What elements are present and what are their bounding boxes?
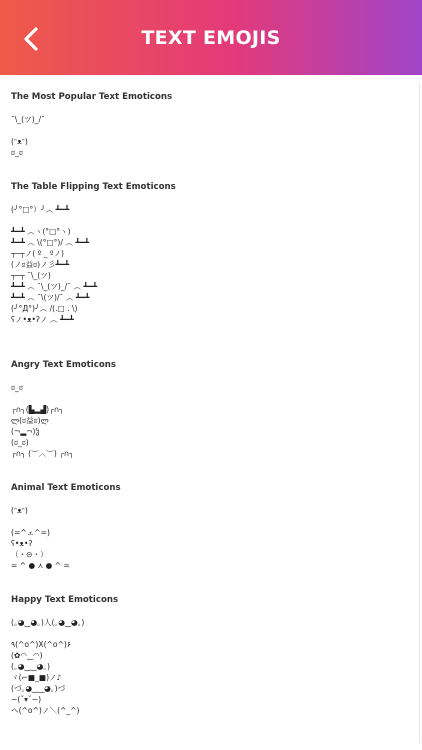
section-table-flipping (11, 181, 411, 325)
emoticon-item[interactable]: (ಠ_ಠ) (11, 438, 29, 447)
emoticon-item[interactable]: (づ｡◕‿‿◕｡)づ (11, 684, 66, 693)
emoticon-item[interactable]: ~(˘▾˘~) (11, 695, 42, 704)
chevron-left-icon (22, 26, 40, 52)
emoticon-item[interactable]: (｡◕‿◕｡)人(｡◕‿◕｡) (11, 618, 85, 627)
emoticon-item[interactable]: (╯°Д°)╯︵ /(.□ . \) (11, 304, 78, 313)
emoticon-item[interactable]: ┬─┬ノ( º _ ºノ) (11, 249, 65, 258)
emoticon-item[interactable]: (ᵔᴥᵔ) (11, 506, 28, 515)
page-title: TEXT EMOJIS (141, 26, 281, 49)
section-animal (11, 482, 411, 571)
emoticon-item[interactable]: ಠ_ಠ (11, 383, 23, 392)
emoticon-item[interactable]: ┻━┻ ︵ ¯\(ツ)/¯ ︵ ┻━┻ (11, 293, 90, 302)
emoticon-item[interactable]: (¬▂¬)ჴ (11, 427, 40, 436)
emoticon-list[interactable] (0, 75, 422, 750)
emoticon-item[interactable]: (｡◕‿‿◕｡) (11, 662, 50, 671)
emoticon-item[interactable]: ┻━┻ ︵ヽ(°□°ヽ) (11, 227, 71, 236)
emoticon-item[interactable]: ┻━┻ ︵ ¯\_(ツ)_/¯ ︵ ┻━┻ (11, 282, 98, 291)
emoticon-item[interactable]: ლ(ಠ益ಠ)ლ (11, 416, 49, 425)
emoticon-item[interactable]: ¯\_(ツ)_/¯ (11, 115, 45, 124)
emoticon-item[interactable]: (ノಠ益ಠ)ノ彡┻━┻ (11, 260, 70, 269)
back-button[interactable] (14, 22, 48, 56)
section-most-popular (11, 91, 411, 158)
section-title: The Most Popular Text Emoticons (11, 92, 173, 102)
section-title: Animal Text Emoticons (11, 483, 121, 493)
emoticon-item[interactable]: ╭∩╮ (︶︿︶) ╭∩╮ (11, 449, 74, 458)
emoticon-item[interactable]: ಠ_ಠ (11, 148, 23, 157)
emoticon-item[interactable]: ┻━┻ ︵ \(°□°)/ ︵ ┻━┻ (11, 238, 90, 247)
section-title: Happy Text Emoticons (11, 595, 119, 605)
app-header (0, 0, 422, 75)
emoticon-item[interactable]: ʕ•ᴥ•ʔ (11, 539, 33, 548)
emoticon-item[interactable]: (ᵔᴥᵔ) (11, 137, 28, 146)
emoticon-item[interactable]: (=^ェ^=) (11, 528, 50, 537)
emoticon-item[interactable]: ╭∩╮(▙▂▟)╭∩╮ (11, 405, 64, 414)
emoticon-item[interactable]: (✿◠‿◠) (11, 651, 43, 660)
emoticon-item[interactable]: ヘ(^o^)ノ＼(^_^) (11, 706, 80, 715)
section-title: The Table Flipping Text Emoticons (11, 182, 176, 192)
section-happy (11, 594, 411, 716)
emoticon-item[interactable]: (╯°□°）╯︵ ┻━┻ (11, 205, 70, 214)
emoticon-item[interactable]: ٩(^o^)Ⅹ(^o^)۶ (11, 640, 71, 649)
emoticon-item[interactable]: ヾ(⌐■_■)ノ♪ (11, 673, 62, 682)
section-title: Angry Text Emoticons (11, 360, 116, 370)
emoticon-item[interactable]: ʕノ•ᴥ•ʔノ ︵ ┻━┻ (11, 315, 74, 324)
emoticon-item[interactable]: = ^ ● ⋏ ● ^ = (11, 561, 70, 570)
emoticon-item[interactable]: ┬─┬ ¯\_(ツ) (11, 271, 51, 280)
section-angry (11, 359, 411, 459)
emoticon-item[interactable]: （・⊝・） (11, 550, 48, 559)
